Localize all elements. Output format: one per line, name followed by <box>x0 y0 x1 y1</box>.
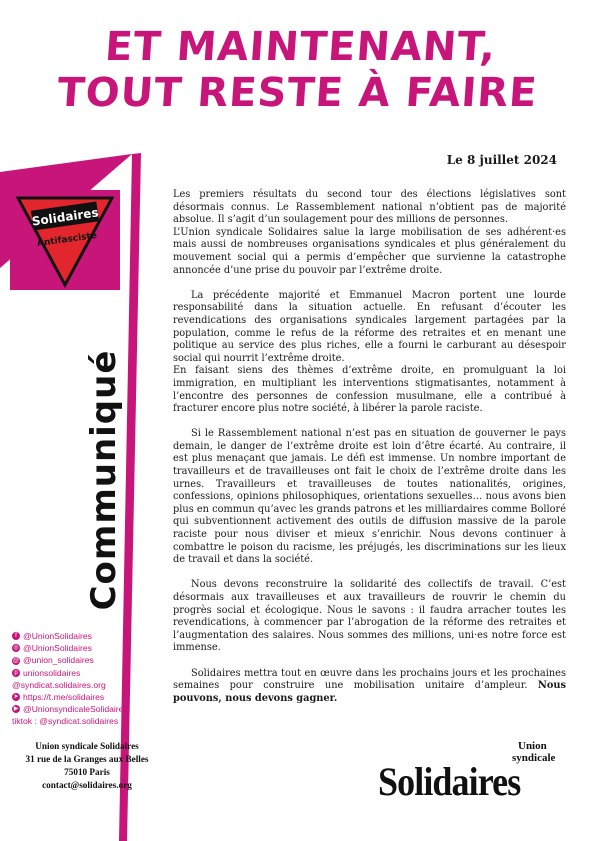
telegram-icon: ➤ <box>13 694 19 701</box>
social-link-telegram[interactable] <box>12 691 162 703</box>
page-title <box>31 24 567 116</box>
address-line-org: Union syndicale Solidaires <box>35 741 139 751</box>
social-link-instagram[interactable] <box>12 642 162 654</box>
badge-antifasciste-text: Antifasciste <box>36 230 98 250</box>
postal-address <box>22 740 152 792</box>
social-link-tiktok[interactable] <box>12 715 162 727</box>
social-link-text: @UnionSolidaires <box>23 631 92 641</box>
pinterest-icon: p <box>12 669 20 677</box>
union-syndicale-solidaires-logo <box>378 736 568 806</box>
social-link-text: @UnionSolidaires <box>23 643 92 654</box>
social-link-facebook[interactable] <box>12 630 162 642</box>
paragraph-6: Nous devons reconstruire la solidarité des collectifs de travail. C’est désormais aux travailleuses et aux travailleurs de rouvrir le chemin du progrès social et écologique. Nous le savons : il faudra arracher toutes les revendications, à commencer par l’abrogation de la réforme des retraites et l’augmentation des salaires. Nous sommes des millions, uni·es notre force est immense. <box>173 579 566 654</box>
publication-date: Le 8 juillet 2024 <box>446 153 557 167</box>
social-link-youtube[interactable] <box>12 703 162 715</box>
paragraph-3: La précédente majorité et Emmanuel Macron portent une lourde responsabilité dans la situation actuelle. En refusant d’écouter les revendications des organisations syndicales largement partagées par la population, comme le refus de la réforme des retraites et en menant une politique au service des plus riches, elle a fourni le carburant au désespoir social qui nourrit l’extrême droite. <box>173 289 566 364</box>
badge-solidaires-text: Solidaires <box>30 205 100 229</box>
paragraph-2: L’Union syndicale Solidaires salue la large mobilisation de ses adhérent·es mais aussi de nombreuses organisations syndicales et plus généralement du mouvement social qui a permis d’empêcher que survienne la catastrophe annoncée d’une prise du pouvoir par l’extrême droite. <box>173 226 566 276</box>
title-line-1: ET MAINTENANT, <box>103 24 498 70</box>
social-link-text: @syndicat.solidaires.org <box>12 679 106 690</box>
social-link-site[interactable] <box>12 679 162 691</box>
address-line-city: 75010 Paris <box>64 767 110 777</box>
paragraph-1: Les premiers résultats du second tour des élections législatives sont désormais connus. Le Rassemblement national n’obtient pas de majorité absolue. Il s’agit d’un soulagement pour des millions de personnes. <box>173 189 566 226</box>
social-link-pinterest[interactable] <box>12 667 162 679</box>
communique-text: Communiqué <box>84 349 124 611</box>
paragraph-7-text: Solidaires mettra tout en œuvre dans les prochains jours et les prochaines semaines pour construire une mobilisation unitaire d’ampleur. <box>173 667 566 692</box>
facebook-icon: f <box>12 632 20 640</box>
youtube-icon: ▶ <box>13 706 19 713</box>
social-links <box>12 630 162 728</box>
paragraph-7 <box>173 668 566 706</box>
paragraph-7-emphasis: Nous pouvons, nous devons gagner. <box>173 680 566 704</box>
brand-union-text: Union <box>518 740 547 752</box>
brand-syndicale-text: syndicale <box>512 752 556 764</box>
brand-name-text: Solidaires <box>378 759 521 804</box>
social-link-text: @UnionsyndicaleSolidaires <box>23 704 128 715</box>
address-line-email[interactable]: contact@solidaires.org <box>42 780 132 790</box>
solidaires-antifasciste-logo <box>10 190 120 290</box>
social-link-threads[interactable] <box>12 654 162 666</box>
social-link-text: @union_solidaires <box>23 655 94 666</box>
social-link-text: tiktok : @syndicat.solidaires <box>12 716 119 727</box>
social-link-text: unionsolidaires <box>23 667 81 678</box>
instagram-icon: ◎ <box>13 645 19 652</box>
address-line-street: 31 rue de la Granges aux Belles <box>25 754 149 764</box>
paragraph-5: Si le Rassemblement national n’est pas en situation de gouverner le pays demain, le danger de l’extrême droite est loin d’être écarté. Au contraire, il est plus menaçant que jamais. Le défi est immense. Un nombre important de travailleurs et de travailleuses ont fait le choix de l’extrême droite dans les urnes. Travailleurs et travailleuses de toutes nationalités, origines, confessions, opinions philosophiques, orientations sexuelles… nous avons bien plus en commun qu’avec les grands patrons et les milliardaires comme Bolloré qui subventionnent activement des outils de diffusion massive de la parole raciste pour nous diviser et mieux s’enrichir. Nous devons continuer à combattre le poison du racisme, les préjugés, les discriminations sur les lieux de travail et dans la société. <box>173 428 566 566</box>
paragraph-4: En faisant siens des thèmes d’extrême droite, en promulguant la loi immigration, en multipliant les interventions stigmatisantes, notamment à l’encontre des personnes de confession musulmane, elle a contribué à fracturer encore plus notre société, à libérer la parole raciste. <box>173 365 566 415</box>
communique-body <box>173 189 566 705</box>
threads-icon: @ <box>12 657 20 664</box>
social-link-text: https://t.me/solidaires <box>23 692 105 703</box>
title-line-2: TOUT RESTE À FAIRE <box>55 70 540 116</box>
